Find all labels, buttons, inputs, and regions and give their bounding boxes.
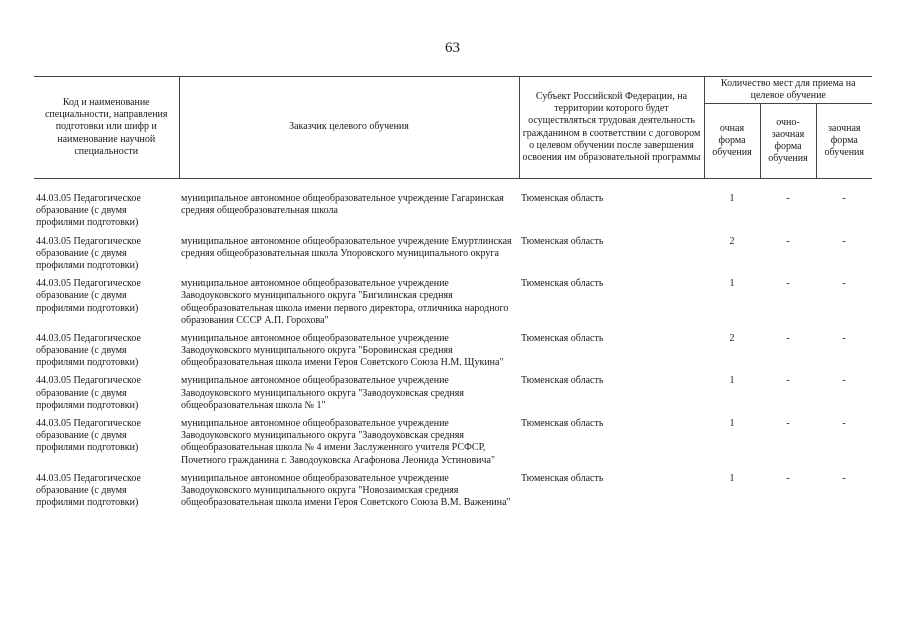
cell-full-time: 1 bbox=[729, 375, 735, 387]
header-code: Код и наименование специальности, направления подготовки или шифр и наименование научной специальности bbox=[34, 77, 179, 179]
cell-part-time: - bbox=[786, 472, 790, 484]
cell-region: Тюменская область bbox=[521, 235, 604, 247]
cell-code: 44.03.05 Педагогическое образование (с двумя профилями подготовки) bbox=[36, 235, 141, 271]
cell-full-time: 1 bbox=[729, 278, 735, 290]
header-full-time: очная форма обучения bbox=[704, 104, 760, 179]
cell-region: Тюменская область bbox=[521, 472, 604, 484]
cell-customer: муниципальное автономное общеобразовательное учреждение Заводоуковского муниципального округа "Новозаимская средняя общеобразовательная школа имени Героя Советского Союза В.М. Важенина" bbox=[181, 472, 511, 509]
table-body bbox=[34, 179, 872, 516]
cell-full-time: 2 bbox=[729, 235, 735, 247]
table-row bbox=[34, 375, 872, 418]
cell-customer: муниципальное автономное общеобразовательное учреждение Емуртлинская средняя общеобразовательная школа Упоровского муниципального округа bbox=[181, 235, 512, 259]
cell-code: 44.03.05 Педагогическое образование (с двумя профилями подготовки) bbox=[36, 278, 141, 314]
cell-region: Тюменская область bbox=[521, 375, 604, 387]
cell-code: 44.03.05 Педагогическое образование (с двумя профилями подготовки) bbox=[36, 332, 141, 369]
cell-part-time: - bbox=[786, 193, 790, 204]
cell-distance: - bbox=[842, 332, 846, 344]
cell-full-time: 2 bbox=[729, 332, 735, 344]
cell-region: Тюменская область bbox=[521, 332, 604, 344]
cell-code: 44.03.05 Педагогическое образование (с двумя профилями подготовки) bbox=[36, 193, 141, 229]
cell-customer: муниципальное автономное общеобразовательное учреждение Заводоуковского муниципального округа "Бигилинская средняя общеобразовательная школа имени первого директора, отличника народного образования СССР А.П. Горохова" bbox=[181, 278, 509, 326]
cell-region: Тюменская область bbox=[521, 418, 604, 429]
table-row bbox=[34, 473, 872, 516]
cell-code: 44.03.05 Педагогическое образование (с двумя профилями подготовки) bbox=[36, 418, 141, 454]
cell-distance: - bbox=[842, 193, 846, 204]
page-number: 63 bbox=[445, 40, 460, 56]
cell-distance: - bbox=[842, 235, 846, 247]
cell-part-time: - bbox=[786, 235, 790, 247]
cell-part-time: - bbox=[786, 375, 790, 387]
cell-region: Тюменская область bbox=[521, 278, 604, 290]
cell-customer: муниципальное автономное общеобразовательное учреждение Заводоуковского муниципального округа "Заводоуковская средняя общеобразовательная школа № 1" bbox=[181, 375, 464, 411]
cell-customer: муниципальное автономное общеобразовательное учреждение Заводоуковского муниципального округа "Заводоуковская средняя общеобразовательная школа № 4 имени Заслуженного учителя РСФСР, Почетного гражданина г. Заводоуковска Агафонова Леонида Устиновича" bbox=[181, 418, 496, 466]
cell-customer: муниципальное автономное общеобразовательное учреждение Гагаринская средняя общеобразовательная школа bbox=[181, 193, 504, 217]
table-row bbox=[34, 278, 872, 333]
cell-full-time: 1 bbox=[729, 193, 735, 204]
table-row bbox=[34, 418, 872, 473]
table-row bbox=[34, 193, 872, 236]
cell-distance: - bbox=[842, 278, 846, 290]
cell-part-time: - bbox=[786, 278, 790, 290]
table-row bbox=[34, 333, 872, 376]
cell-full-time: 1 bbox=[729, 472, 735, 484]
table-row bbox=[34, 236, 872, 279]
header-part-time: очно-заочная форма обучения bbox=[760, 104, 816, 179]
cell-part-time: - bbox=[786, 332, 790, 344]
cell-customer: муниципальное автономное общеобразовательное учреждение Заводоуковского муниципального округа "Боровинская средняя общеобразовательная школа имени Героя Советского Союза Н.М. Щукина" bbox=[181, 332, 504, 369]
cell-part-time: - bbox=[786, 418, 790, 429]
cell-full-time: 1 bbox=[729, 418, 735, 429]
header-region: Субъект Российской Федерации, на территории которого будет осуществляться трудовая деятельность гражданином в соответствии с договором о целевом обучении после завершения освоения им образовательной программы bbox=[519, 77, 704, 179]
cell-code: 44.03.05 Педагогическое образование (с двумя профилями подготовки) bbox=[36, 375, 141, 411]
header-customer: Заказчик целевого обучения bbox=[179, 77, 519, 179]
cell-distance: - bbox=[842, 472, 846, 484]
cell-distance: - bbox=[842, 375, 846, 387]
header-distance: заочная форма обучения bbox=[816, 104, 872, 179]
header-places: Количество мест для приема на целевое обучение bbox=[704, 77, 872, 104]
cell-region: Тюменская область bbox=[521, 193, 604, 204]
table-header bbox=[34, 77, 872, 179]
cell-distance: - bbox=[842, 418, 846, 429]
cell-code: 44.03.05 Педагогическое образование (с двумя профилями подготовки) bbox=[36, 472, 141, 509]
targeted-training-table bbox=[34, 76, 872, 515]
